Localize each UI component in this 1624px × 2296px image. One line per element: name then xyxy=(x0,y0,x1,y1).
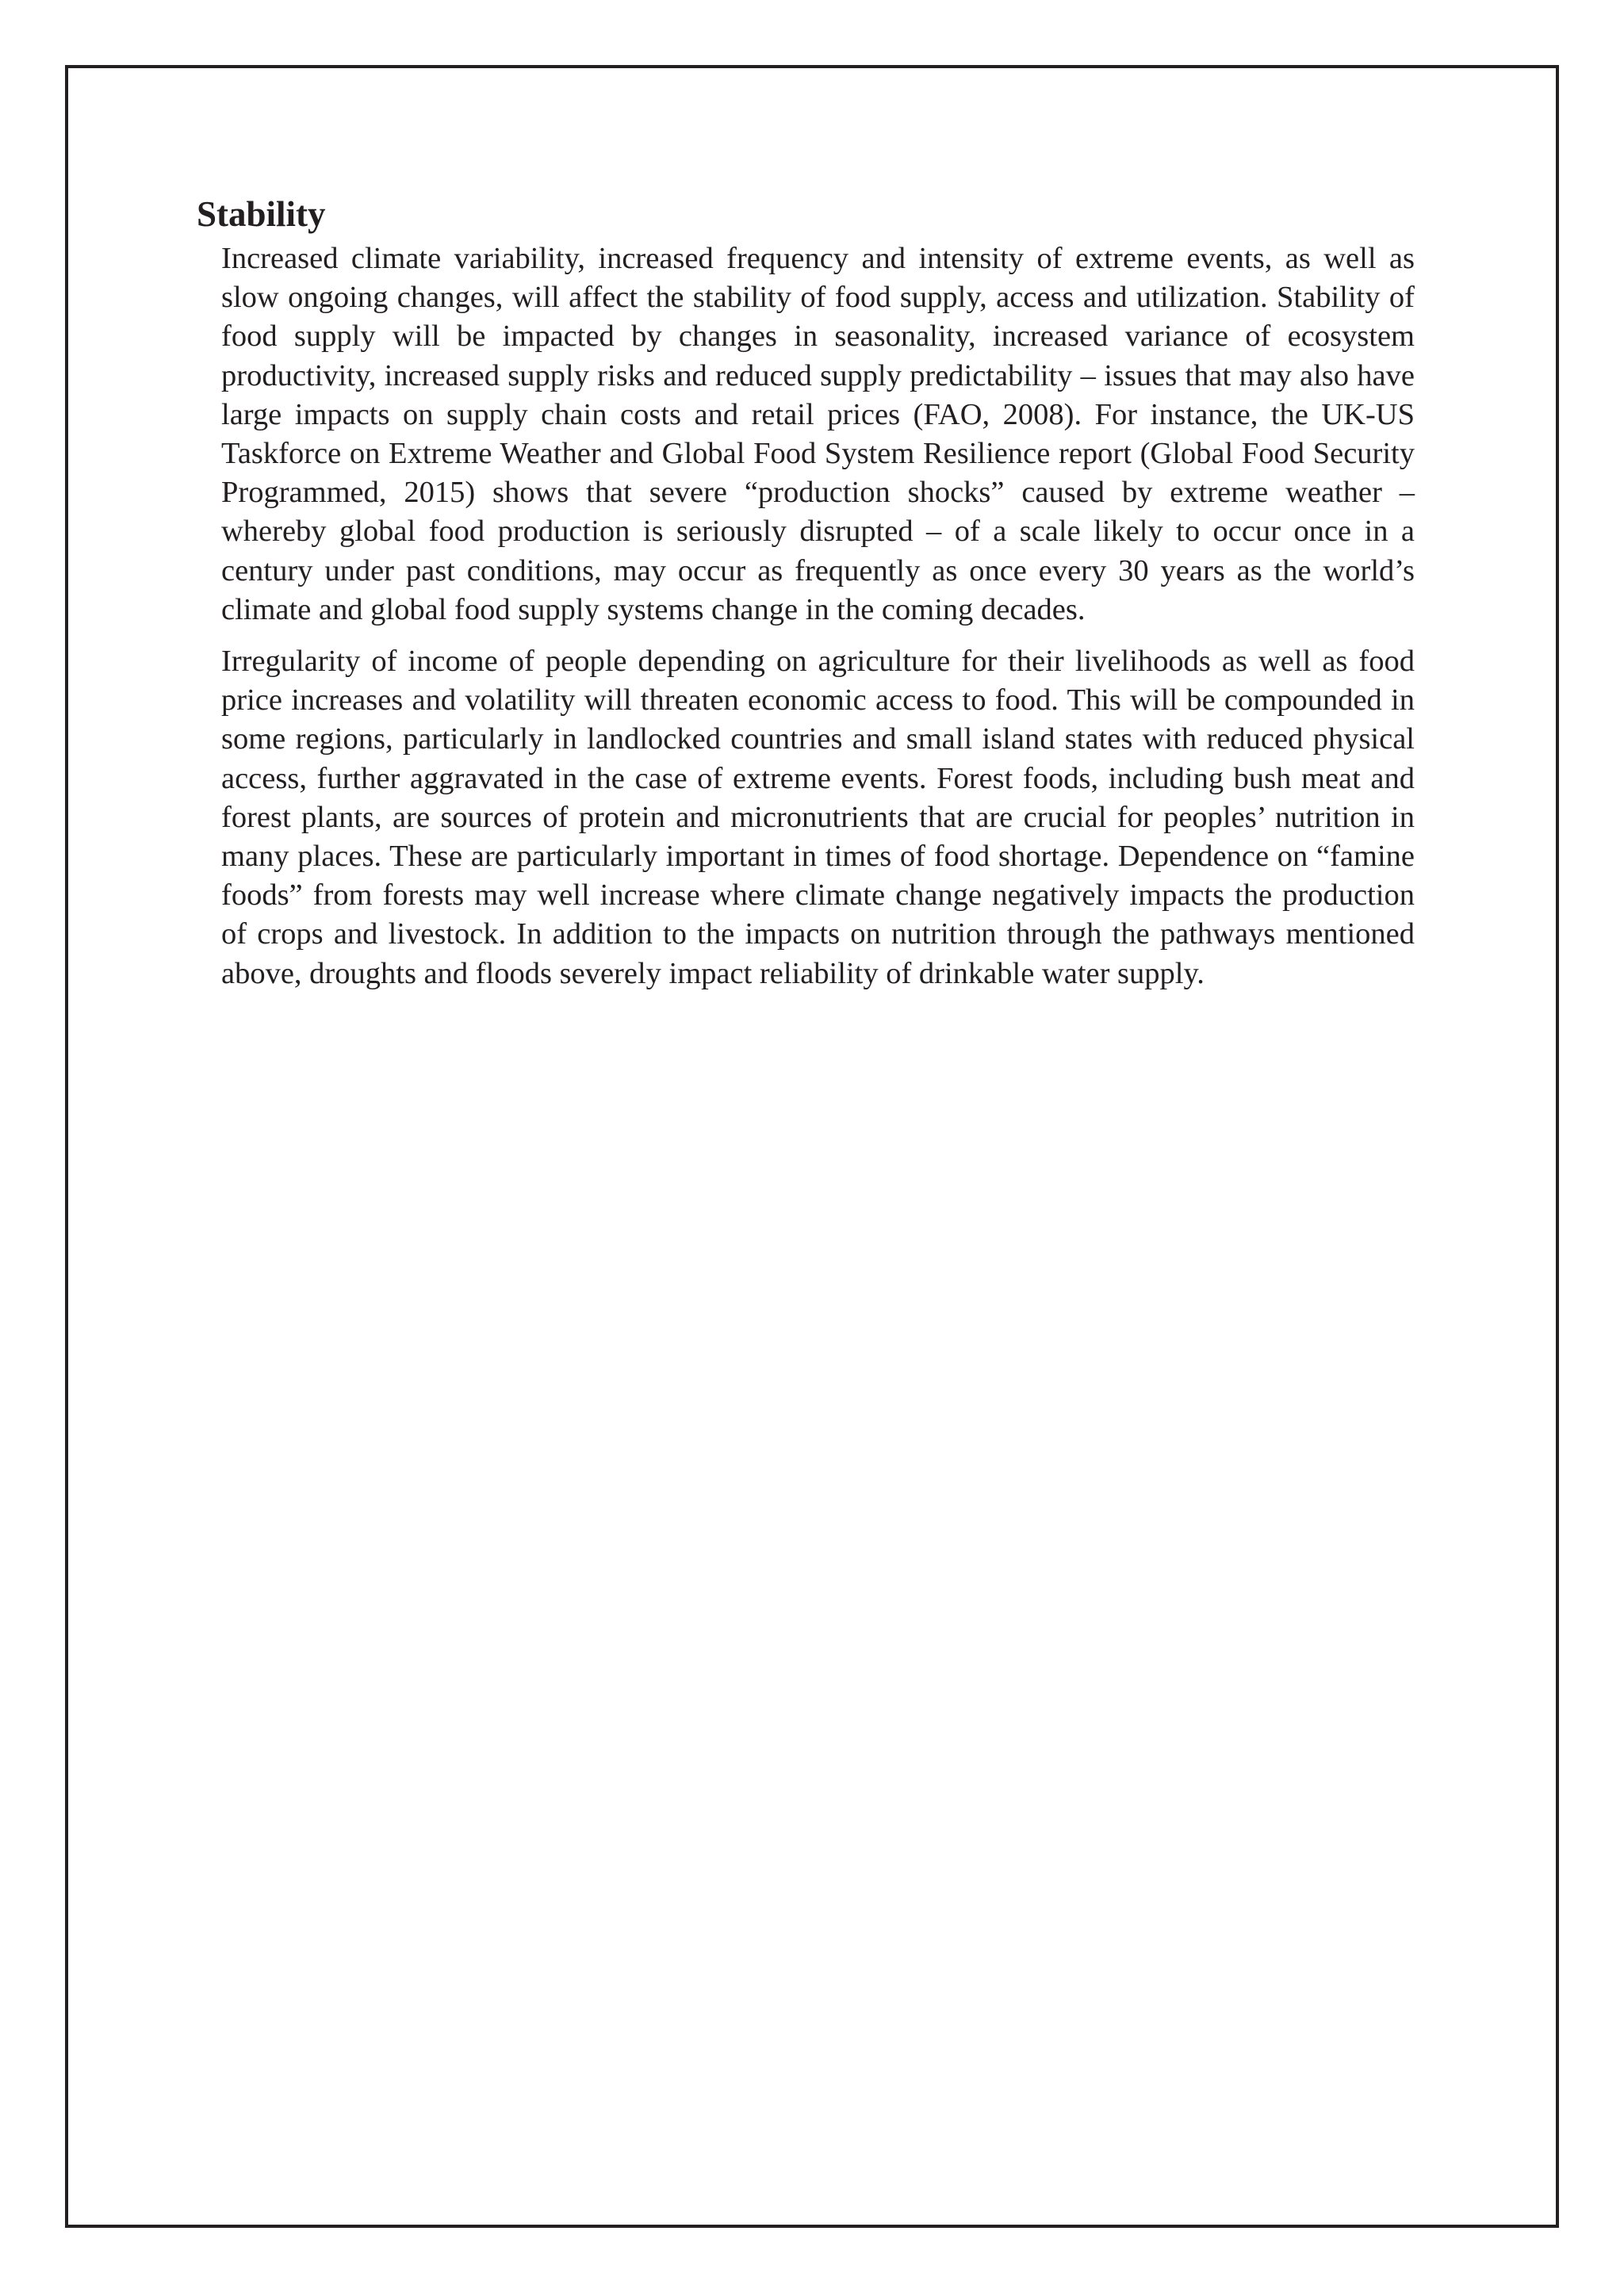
paragraph-1: Increased climate variability, increased frequency and intensity of extreme events, as well as slow ongoing changes, will affect the stability of food supply, access and utilization. Stability of food supply will be impacted by changes in seasonality, increased variance of ecosystem productivity, increased supply risks and reduced supply predictability – issues that may also have large impacts on supply chain costs and retail prices (FAO, 2008). For instance, the UK-US Taskforce on Extreme Weather and Global Food System Resilience report (Global Food Security Programmed, 2015) shows that severe “production shocks” caused by extreme weather – whereby global food production is seriously disrupted – of a scale likely to occur once in a century under past conditions, may occur as frequently as once every 30 years as the world’s climate and global food supply systems change in the coming decades. xyxy=(221,242,1415,626)
section-heading: Stability xyxy=(197,194,326,234)
paragraph-2: Irregularity of income of people depending on agriculture for their livelihoods as well as food price increases and volatility will threaten economic access to food. This will be compounded in some regions, particularly in landlocked countries and small island states with reduced physical access, further aggravated in the case of extreme events. Forest foods, including bush meat and forest plants, are sources of protein and micronutrients that are crucial for peoples’ nutrition in many places. These are particularly important in times of food shortage. Dependence on “famine foods” from forests may well increase where climate change negatively impacts the production of crops and livestock. In addition to the impacts on nutrition through the pathways mentioned above, droughts and floods severely impact reliability of drinkable water supply. xyxy=(221,645,1415,990)
document-content xyxy=(197,190,1415,1006)
section-body xyxy=(221,239,1415,993)
